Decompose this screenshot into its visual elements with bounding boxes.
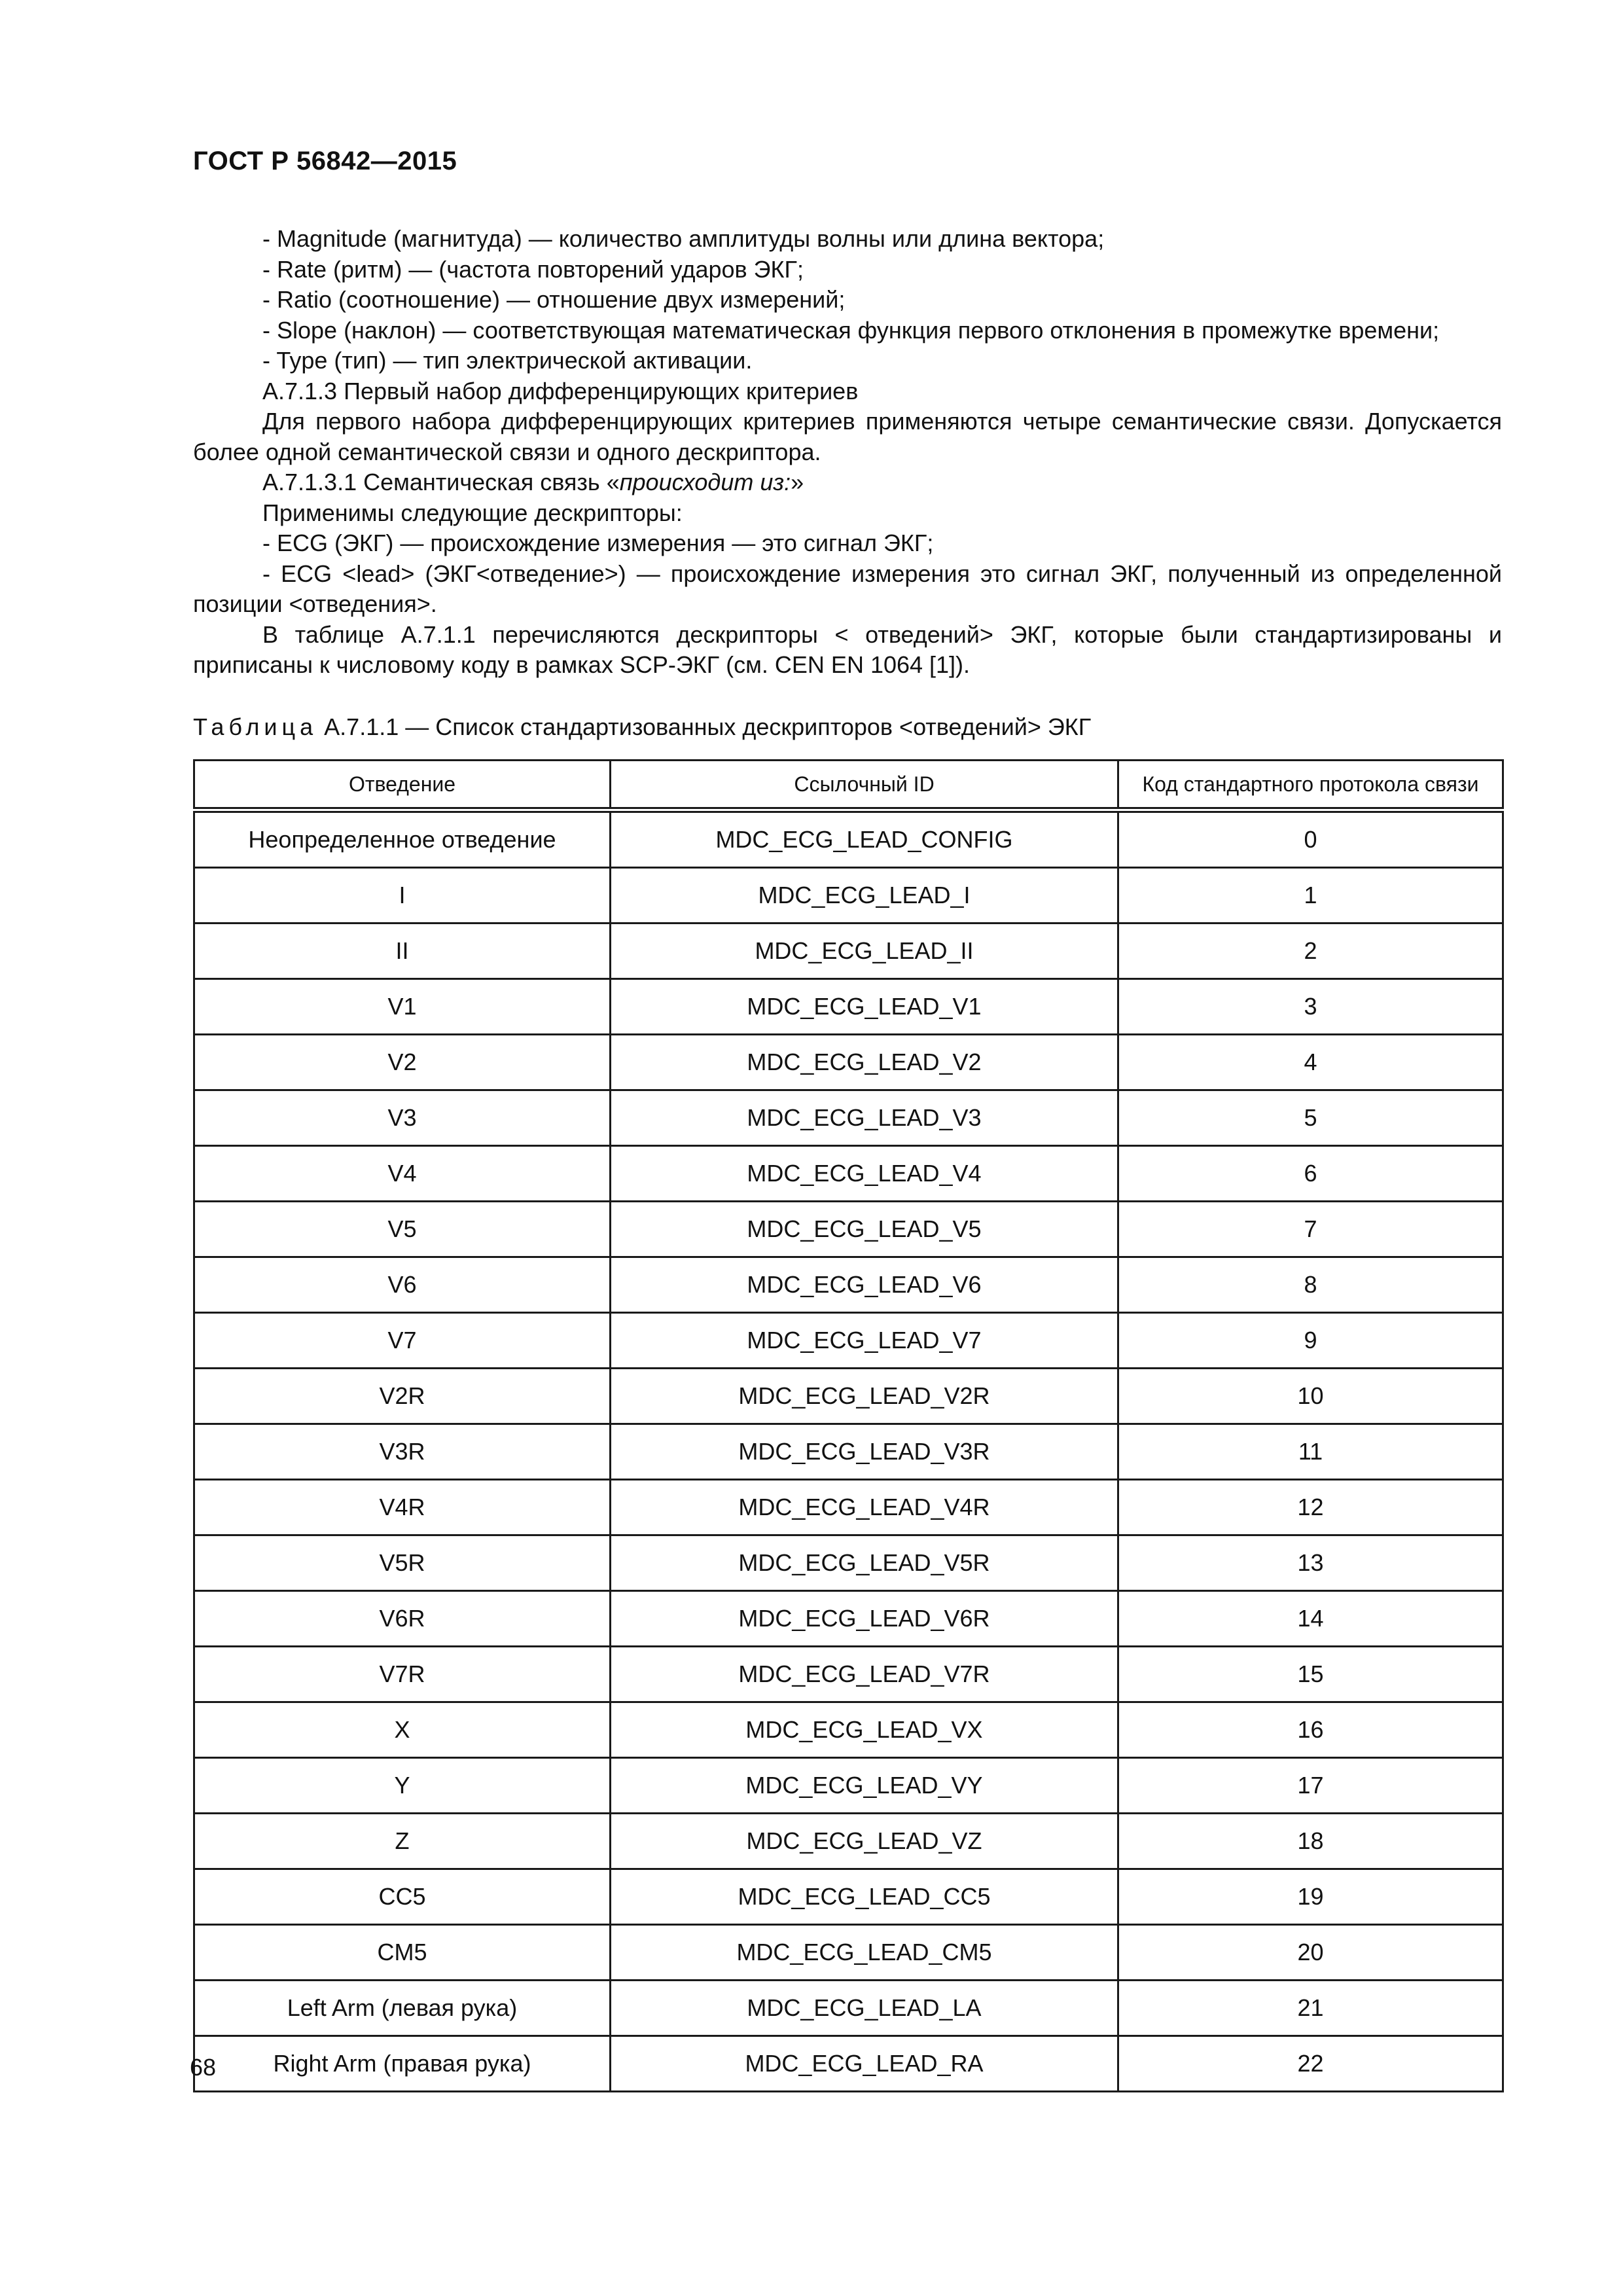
cell-reference-id: MDC_ECG_LEAD_VZ: [611, 1814, 1118, 1869]
document-header: ГОСТ Р 56842—2015: [193, 147, 457, 175]
cell-reference-id: MDC_ECG_LEAD_VY: [611, 1758, 1118, 1814]
cell-reference-id: MDC_ECG_LEAD_V5R: [611, 1535, 1118, 1591]
cell-protocol-code: 7: [1118, 1202, 1503, 1257]
cell-protocol-code: 2: [1118, 924, 1503, 979]
table-row: [194, 1257, 1503, 1313]
cell-lead: V2: [194, 1035, 611, 1090]
page-number: 68: [190, 2054, 217, 2081]
cell-reference-id: MDC_ECG_LEAD_CM5: [611, 1925, 1118, 1981]
table-caption: [193, 713, 1091, 741]
table-row: [194, 810, 1503, 868]
cell-protocol-code: 18: [1118, 1814, 1503, 1869]
table-row: [194, 1591, 1503, 1647]
list-item-ratio: - Ratio (соотношение) — отношение двух измерений;: [262, 286, 846, 313]
list-item-ecg: - ECG (ЭКГ) — происхождение измерения — это сигнал ЭКГ;: [262, 529, 934, 556]
list-item-rate: - Rate (ритм) — (частота повторений ударов ЭКГ;: [262, 255, 804, 283]
sem-link-prefix: А.7.1.3.1 Семантическая связь «: [262, 469, 620, 495]
cell-protocol-code: 12: [1118, 1480, 1503, 1535]
table-row: [194, 1313, 1503, 1369]
list-item-ecg-lead: - ECG <lead> (ЭКГ<отведение>) — происхождение измерения это сигнал ЭКГ, полученный из определенной позиции <отведения>.: [193, 560, 1502, 617]
table-row: [194, 1814, 1503, 1869]
cell-reference-id: MDC_ECG_LEAD_V6R: [611, 1591, 1118, 1647]
cell-protocol-code: 20: [1118, 1925, 1503, 1981]
table-row: [194, 1758, 1503, 1814]
cell-reference-id: MDC_ECG_LEAD_LA: [611, 1981, 1118, 2036]
cell-protocol-code: 0: [1118, 810, 1503, 868]
cell-lead: V7R: [194, 1647, 611, 1702]
table-row: [194, 1090, 1503, 1146]
paragraph-first-criteria: Для первого набора дифференцирующих критериев применяются четыре семантические связи. Допускается более одной семантической связи и одного дескриптора.: [193, 408, 1502, 465]
table-header-row: [194, 761, 1503, 810]
cell-lead: X: [194, 1702, 611, 1758]
cell-reference-id: MDC_ECG_LEAD_V4: [611, 1146, 1118, 1202]
table-row: [194, 1981, 1503, 2036]
cell-reference-id: MDC_ECG_LEAD_CC5: [611, 1869, 1118, 1925]
cell-protocol-code: 17: [1118, 1758, 1503, 1814]
table-row: [194, 1369, 1503, 1424]
cell-lead: V5: [194, 1202, 611, 1257]
table-row: [194, 1146, 1503, 1202]
cell-lead: V5R: [194, 1535, 611, 1591]
column-header-reference-id: Ссылочный ID: [611, 761, 1118, 810]
cell-reference-id: MDC_ECG_LEAD_VX: [611, 1702, 1118, 1758]
paragraph-table-intro: В таблице А.7.1.1 перечисляются дескрипторы < отведений> ЭКГ, которые были стандартизированы и приписаны к числовому коду в рамках SCP-ЭКГ (см. CEN EN 1064 [1]).: [193, 620, 1502, 678]
cell-lead: Z: [194, 1814, 611, 1869]
cell-protocol-code: 9: [1118, 1313, 1503, 1369]
cell-protocol-code: 13: [1118, 1535, 1503, 1591]
cell-lead: V6: [194, 1257, 611, 1313]
table-row: [194, 868, 1503, 924]
column-header-lead: Отведение: [194, 761, 611, 810]
cell-lead: V4: [194, 1146, 611, 1202]
cell-protocol-code: 10: [1118, 1369, 1503, 1424]
cell-reference-id: MDC_ECG_LEAD_V2R: [611, 1369, 1118, 1424]
cell-lead: I: [194, 868, 611, 924]
table-row: [194, 1035, 1503, 1090]
cell-reference-id: MDC_ECG_LEAD_V7R: [611, 1647, 1118, 1702]
cell-lead: V7: [194, 1313, 611, 1369]
cell-reference-id: MDC_ECG_LEAD_II: [611, 924, 1118, 979]
list-item-type: - Type (тип) — тип электрической активации.: [262, 347, 753, 374]
section-heading-a-7-1-3: А.7.1.3 Первый набор дифференцирующих критериев: [262, 377, 859, 404]
leads-table: [193, 759, 1504, 2092]
sem-link-suffix: »: [791, 469, 804, 495]
cell-lead: Y: [194, 1758, 611, 1814]
cell-reference-id: MDC_ECG_LEAD_RA: [611, 2036, 1118, 2092]
cell-lead: Right Arm (правая рука): [194, 2036, 611, 2092]
cell-protocol-code: 6: [1118, 1146, 1503, 1202]
table-caption-text: А.7.1.1 — Список стандартизованных дескрипторов <отведений> ЭКГ: [317, 713, 1092, 740]
cell-lead: II: [194, 924, 611, 979]
cell-lead: Left Arm (левая рука): [194, 1981, 611, 2036]
table-row: [194, 1702, 1503, 1758]
table-row: [194, 1535, 1503, 1591]
cell-reference-id: MDC_ECG_LEAD_CONFIG: [611, 810, 1118, 868]
cell-reference-id: MDC_ECG_LEAD_V1: [611, 979, 1118, 1035]
cell-reference-id: MDC_ECG_LEAD_V4R: [611, 1480, 1118, 1535]
cell-lead: Неопределенное отведение: [194, 810, 611, 868]
cell-reference-id: MDC_ECG_LEAD_V5: [611, 1202, 1118, 1257]
cell-protocol-code: 5: [1118, 1090, 1503, 1146]
table-row: [194, 1647, 1503, 1702]
sem-link-italic: происходит из:: [619, 469, 791, 495]
cell-protocol-code: 22: [1118, 2036, 1503, 2092]
table-row: [194, 1925, 1503, 1981]
cell-protocol-code: 11: [1118, 1424, 1503, 1480]
section-heading-a-7-1-3-1: [193, 467, 1502, 498]
cell-lead: CC5: [194, 1869, 611, 1925]
table-row: [194, 2036, 1503, 2092]
cell-protocol-code: 16: [1118, 1702, 1503, 1758]
cell-protocol-code: 1: [1118, 868, 1503, 924]
body-text: [193, 224, 1502, 681]
cell-protocol-code: 15: [1118, 1647, 1503, 1702]
cell-protocol-code: 19: [1118, 1869, 1503, 1925]
cell-protocol-code: 3: [1118, 979, 1503, 1035]
cell-protocol-code: 4: [1118, 1035, 1503, 1090]
table-row: [194, 1869, 1503, 1925]
table-caption-label: Таблица: [193, 713, 318, 740]
cell-reference-id: MDC_ECG_LEAD_V2: [611, 1035, 1118, 1090]
cell-lead: V4R: [194, 1480, 611, 1535]
table-row: [194, 1424, 1503, 1480]
cell-reference-id: MDC_ECG_LEAD_V6: [611, 1257, 1118, 1313]
descriptors-intro: Применимы следующие дескрипторы:: [262, 499, 683, 526]
cell-lead: V1: [194, 979, 611, 1035]
cell-protocol-code: 14: [1118, 1591, 1503, 1647]
cell-lead: V3: [194, 1090, 611, 1146]
list-item-magnitude: - Magnitude (магнитуда) — количество амплитуды волны или длина вектора;: [262, 225, 1105, 252]
cell-lead: V6R: [194, 1591, 611, 1647]
cell-lead: CM5: [194, 1925, 611, 1981]
cell-lead: V2R: [194, 1369, 611, 1424]
cell-protocol-code: 8: [1118, 1257, 1503, 1313]
cell-reference-id: MDC_ECG_LEAD_V3: [611, 1090, 1118, 1146]
cell-reference-id: MDC_ECG_LEAD_V3R: [611, 1424, 1118, 1480]
table-row: [194, 1480, 1503, 1535]
cell-lead: V3R: [194, 1424, 611, 1480]
table-row: [194, 979, 1503, 1035]
column-header-protocol-code: Код стандартного протокола связи: [1118, 761, 1503, 810]
table-row: [194, 1202, 1503, 1257]
cell-reference-id: MDC_ECG_LEAD_V7: [611, 1313, 1118, 1369]
table-body: [194, 810, 1503, 2092]
cell-protocol-code: 21: [1118, 1981, 1503, 2036]
table-row: [194, 924, 1503, 979]
list-item-slope: - Slope (наклон) — соответствующая математическая функция первого отклонения в промежутке времени;: [262, 316, 1440, 344]
cell-reference-id: MDC_ECG_LEAD_I: [611, 868, 1118, 924]
